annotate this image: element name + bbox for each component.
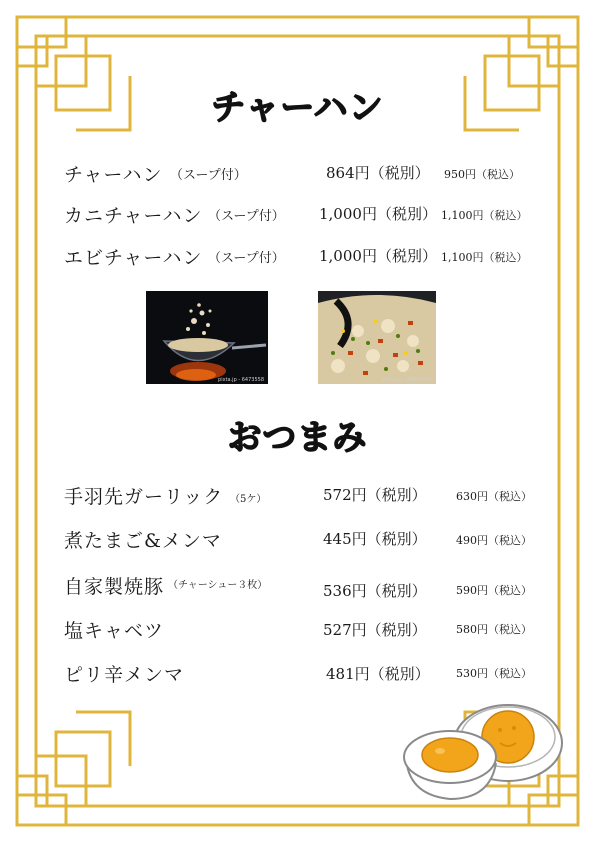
photo-caption: pixta.jp - 48834509 — [382, 377, 432, 383]
menu-item-jikasei-yakibuta — [0, 572, 595, 598]
item-price: 527円（税別） — [323, 621, 427, 639]
item-name: 塩キャベツ — [64, 620, 165, 642]
item-price-tax: 1,100円（税込） — [441, 209, 528, 222]
fried-rice-photo-illustration — [318, 291, 436, 384]
item-name: 手羽先ガーリック — [64, 486, 224, 508]
menu-item-tebasaki-garlic — [0, 482, 595, 508]
item-note: （5ケ） — [230, 494, 267, 505]
item-price-tax: 490円（税込） — [456, 534, 532, 547]
menu-item-shio-cabbage — [0, 616, 595, 642]
section-title-otsumami: おつまみ — [227, 418, 368, 458]
photo-caption: pixta.jp - 6473558 — [218, 377, 264, 383]
item-note: （スープ付） — [208, 209, 285, 224]
item-price: 536円（税別） — [323, 582, 427, 600]
item-price-tax: 630円（税込） — [456, 490, 532, 503]
item-price-tax: 1,100円（税込） — [441, 251, 528, 264]
item-name: ピリ辛メンマ — [64, 664, 185, 686]
boiled-egg-halves-icon — [400, 695, 568, 805]
item-name: 自家製焼豚 — [64, 576, 165, 598]
item-name: カニチャーハン — [64, 205, 203, 227]
item-price: 445円（税別） — [323, 530, 427, 548]
item-note: （スープ付） — [208, 251, 285, 266]
section-title-chahan: チャーハン — [211, 88, 384, 128]
item-price: 572円（税別） — [323, 486, 427, 504]
item-name: チャーハン — [64, 164, 163, 186]
menu-item-nitamago-menma — [0, 526, 595, 552]
wok-photo-illustration — [146, 291, 268, 384]
menu-item-chahan — [0, 160, 595, 186]
item-name: 煮たまご&メンマ — [64, 530, 222, 552]
item-name: エビチャーハン — [64, 247, 203, 269]
item-price-tax: 580円（税込） — [456, 623, 532, 636]
item-note: （スープ付） — [170, 168, 247, 183]
item-price: 1,000円（税別） — [319, 205, 437, 223]
item-price-tax: 590円（税込） — [456, 584, 532, 597]
menu-item-pirikara-menma — [0, 660, 595, 686]
item-price-tax: 530円（税込） — [456, 667, 532, 680]
menu-item-ebi-chahan — [0, 243, 595, 269]
item-price: 481円（税別） — [326, 665, 430, 683]
item-price-tax: 950円（税込） — [444, 168, 520, 181]
wok-tossing-fried-rice-photo — [146, 291, 268, 384]
menu-item-kani-chahan — [0, 201, 595, 227]
item-price: 1,000円（税別） — [319, 247, 437, 265]
fried-rice-in-wok-photo — [318, 291, 436, 384]
item-note: （チャーシュー３枚） — [168, 580, 268, 591]
item-price: 864円（税別） — [326, 164, 430, 182]
